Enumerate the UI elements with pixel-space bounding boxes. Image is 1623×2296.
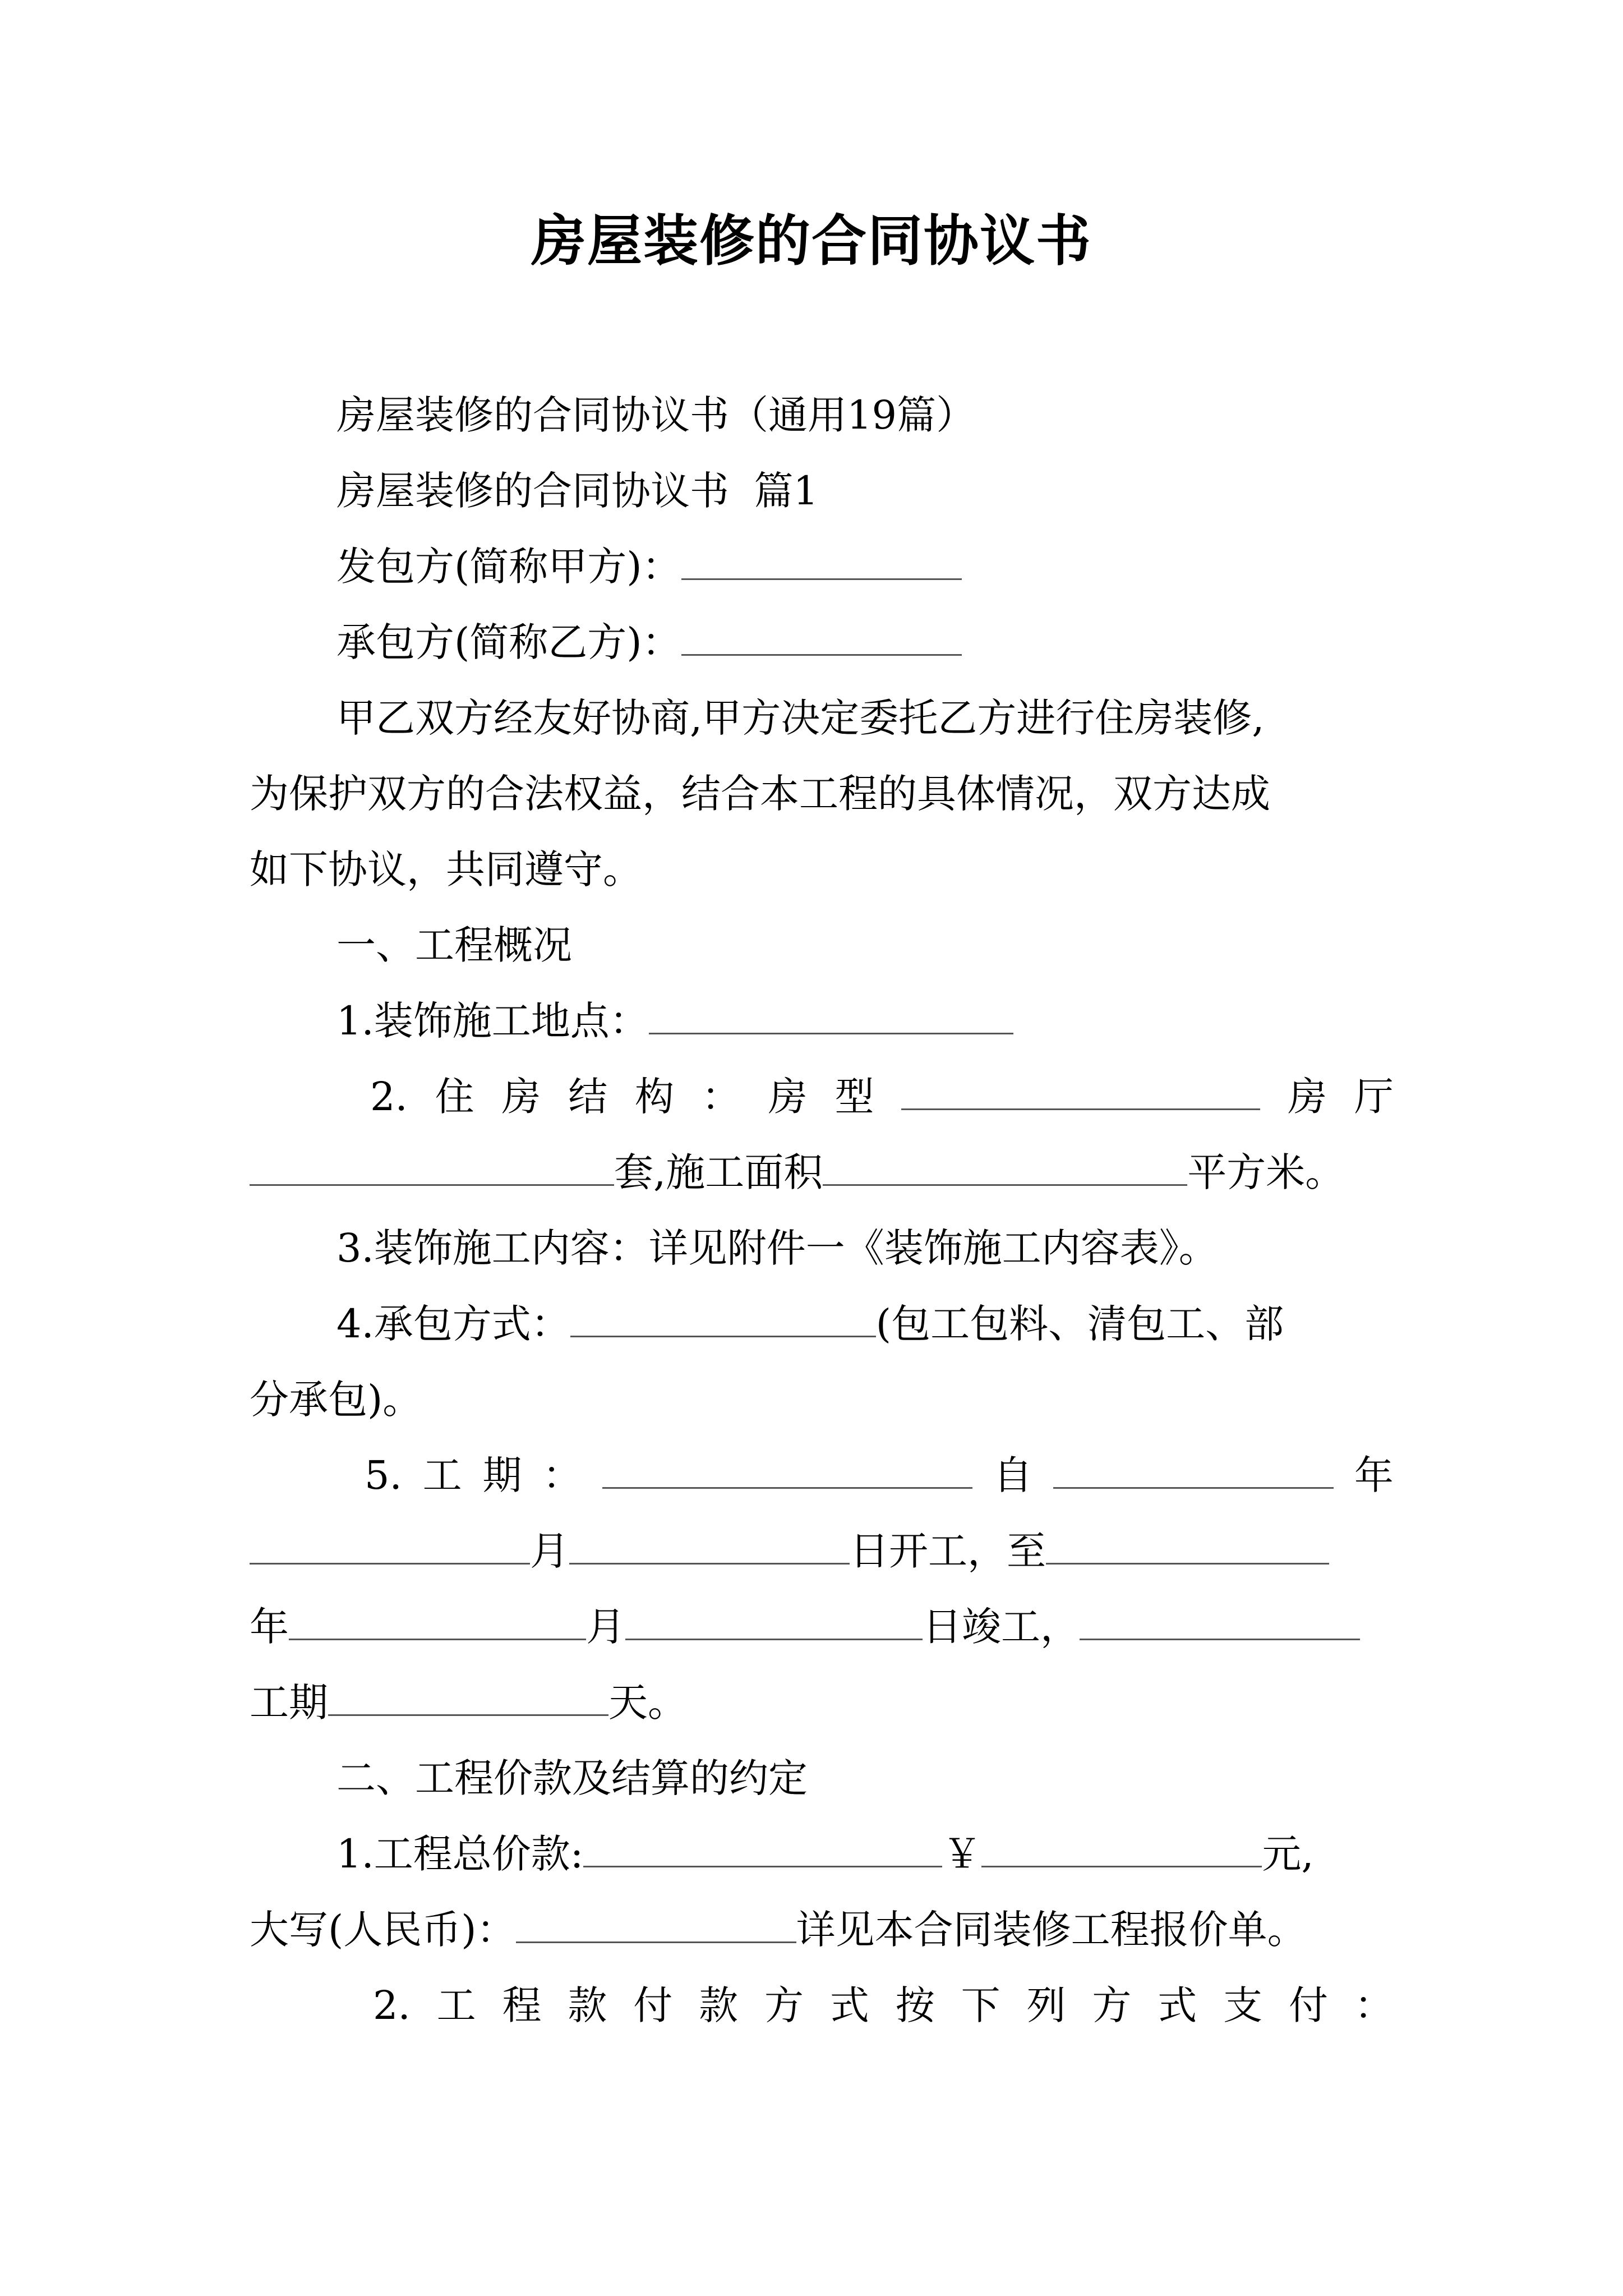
item2-char: 结: [568, 1074, 608, 1120]
item2-char: 构: [635, 1074, 675, 1120]
start-year-blank[interactable]: [1053, 1448, 1334, 1489]
item5-char: ：: [542, 1452, 582, 1498]
item5-char: 期: [482, 1452, 522, 1498]
currency-symbol: ￥: [942, 1831, 982, 1877]
area-blank[interactable]: [823, 1145, 1187, 1186]
area-unit: 平方米。: [1187, 1149, 1345, 1195]
start-day-blank[interactable]: [569, 1524, 850, 1565]
document-title: 房屋装修的合同协议书: [531, 209, 1092, 273]
payment-char: 方: [764, 1982, 804, 2028]
party-a-blank[interactable]: [681, 540, 962, 580]
payment-char: 程: [502, 1982, 542, 2028]
content-line: 3.装饰施工内容：详见附件一《装饰施工内容表》。: [336, 1225, 1218, 1271]
year-label: 年: [250, 1604, 289, 1650]
contract-mode-line: [336, 1296, 1394, 1352]
payment-char: 款: [568, 1982, 607, 2028]
room-type-blank[interactable]: [901, 1070, 1260, 1110]
payment-char: 款: [699, 1982, 739, 2028]
payment-char: 下: [961, 1982, 1000, 2028]
payment-char: 付: [1289, 1982, 1329, 2028]
days-label: 天。: [608, 1680, 687, 1726]
contract-mode-options-cont: 分承包)。: [250, 1377, 422, 1423]
quote-note: 详见本合同装修工程报价单。: [796, 1907, 1307, 1953]
days-blank[interactable]: [328, 1676, 608, 1716]
section1-heading: 一、工程概况: [336, 922, 572, 968]
section2-heading: 二、工程价款及结算的约定: [336, 1755, 808, 1801]
item2-char: 房: [768, 1074, 808, 1120]
item5-char: 工: [422, 1452, 462, 1498]
end-month-blank[interactable]: [289, 1600, 586, 1640]
item2-char: 住: [435, 1074, 474, 1120]
intro-line-2: 为保护双方的合法权益，结合本工程的具体情况，双方达成: [250, 771, 1270, 817]
payment-char: 列: [1026, 1982, 1066, 2028]
payment-char: 式: [829, 1982, 869, 2028]
total-price-blank[interactable]: [583, 1827, 942, 1867]
party-b-line: [336, 614, 1394, 670]
payment-char: 式: [1158, 1982, 1197, 2028]
party-b-label: 承包方(简称乙方)：: [336, 619, 681, 665]
suite-blank[interactable]: [250, 1145, 614, 1186]
item2-number: 2.: [370, 1074, 408, 1120]
duration-line-4: [250, 1674, 1394, 1731]
total-price-label: 1.工程总价款:: [336, 1831, 584, 1877]
payment-char: ：: [1354, 1982, 1394, 2028]
housing-structure-line: [370, 1069, 1394, 1125]
intro-line-1: 甲乙双方经友好协商,甲方决定委托乙方进行住房装修,: [336, 695, 1265, 741]
item5-number: 5.: [365, 1452, 402, 1498]
contract-mode-options: (包工包料、清包工、部: [875, 1301, 1284, 1347]
item2-char: ：: [701, 1074, 741, 1120]
payment-method-line: [373, 1977, 1394, 2033]
subtitle: 房屋装修的合同协议书（通用19篇）: [336, 392, 976, 438]
period-label: 工期: [250, 1680, 328, 1726]
site-blank[interactable]: [649, 994, 1013, 1034]
intro-line-3: 如下协议，共同遵守。: [250, 846, 642, 892]
start-day-label: 日开工，至: [850, 1528, 1046, 1574]
month-label: 月: [586, 1604, 625, 1650]
capital-blank[interactable]: [516, 1903, 796, 1943]
part-heading: 房屋装修的合同协议书 篇1: [336, 468, 819, 514]
end-day-blank[interactable]: [625, 1600, 923, 1640]
party-a-label: 发包方(简称甲方)：: [336, 544, 681, 590]
completion-blank[interactable]: [1080, 1600, 1360, 1640]
site-label: 1.装饰施工地点：: [336, 998, 649, 1044]
suite-area-label: 套,施工面积: [614, 1149, 823, 1195]
payment-char: 支: [1223, 1982, 1263, 2028]
site-line: [336, 993, 1394, 1049]
duration-line-2: [250, 1523, 1394, 1579]
item2-char: 型: [834, 1074, 874, 1120]
capital-amount-line: [250, 1902, 1394, 1958]
party-a-line: [336, 539, 1394, 595]
payment-number: 2.: [373, 1982, 411, 2028]
contract-mode-blank[interactable]: [570, 1297, 876, 1337]
yuan-label: 元,: [1262, 1831, 1314, 1877]
payment-char: 付: [633, 1982, 673, 2028]
room-label: 房: [1288, 1074, 1327, 1120]
party-b-blank[interactable]: [681, 615, 962, 656]
end-year-blank[interactable]: [1046, 1524, 1329, 1565]
total-price-line: [336, 1826, 1394, 1882]
end-day-label: 日竣工，: [923, 1604, 1080, 1650]
start-month-blank[interactable]: [250, 1524, 530, 1565]
duration-blank[interactable]: [602, 1448, 972, 1489]
payment-char: 方: [1092, 1982, 1132, 2028]
from-label: 自: [993, 1452, 1033, 1498]
payment-char: 工: [436, 1982, 476, 2028]
contract-mode-label: 4.承包方式：: [336, 1301, 570, 1347]
duration-line-1: [365, 1447, 1394, 1503]
capital-label: 大写(人民币)：: [250, 1907, 516, 1953]
item2-char: 房: [501, 1074, 541, 1120]
area-line: [250, 1144, 1394, 1200]
amount-blank[interactable]: [981, 1827, 1262, 1867]
month-label: 月: [530, 1528, 569, 1574]
hall-label: 厅: [1354, 1074, 1394, 1120]
payment-char: 按: [895, 1982, 935, 2028]
year-label: 年: [1354, 1452, 1394, 1498]
duration-line-3: [250, 1599, 1394, 1655]
